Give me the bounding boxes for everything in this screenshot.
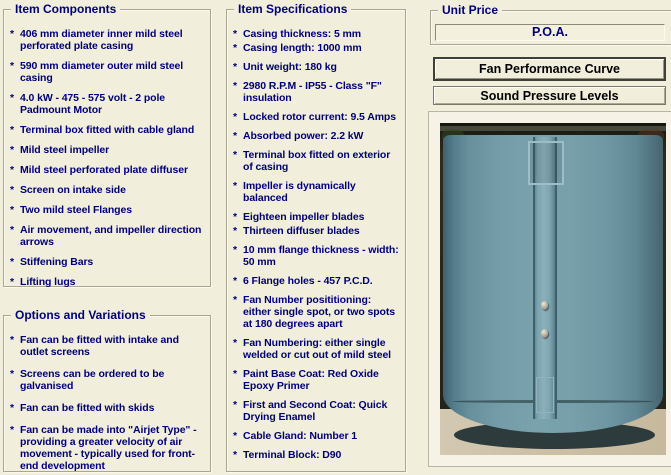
list-item-text: 406 mm diameter inner mild steel perforated plate casing bbox=[20, 28, 183, 52]
list-item bbox=[233, 42, 401, 54]
list-item-text: Fan Number posititioning: either single spot, or two spots at 180 degrees apart bbox=[243, 294, 395, 330]
list-item bbox=[233, 337, 401, 361]
list-item bbox=[233, 449, 401, 461]
list-item-text: Terminal Block: D90 bbox=[243, 449, 342, 461]
bullet-asterisk-icon: * bbox=[10, 424, 14, 436]
list-item bbox=[10, 276, 206, 288]
list-item-text: Fan Numbering: either single welded or cut out of mild steel bbox=[243, 337, 391, 361]
item-components-title: Item Components bbox=[11, 2, 120, 16]
list-item bbox=[233, 149, 401, 173]
rivet-icon bbox=[541, 329, 548, 338]
list-item bbox=[233, 275, 401, 287]
bullet-asterisk-icon: * bbox=[233, 61, 237, 73]
options-and-variations-title: Options and Variations bbox=[11, 308, 150, 322]
list-item-text: Mild steel impeller bbox=[20, 144, 110, 156]
bullet-asterisk-icon: * bbox=[233, 211, 237, 223]
bullet-asterisk-icon: * bbox=[233, 80, 237, 92]
list-item bbox=[10, 184, 206, 196]
bullet-asterisk-icon: * bbox=[233, 111, 237, 123]
list-item bbox=[233, 368, 401, 392]
list-item-text: Cable Gland: Number 1 bbox=[243, 430, 358, 442]
list-item-text: Thirteen diffuser blades bbox=[243, 225, 360, 237]
fan-cylinder bbox=[443, 135, 663, 433]
bullet-asterisk-icon: * bbox=[233, 337, 237, 349]
bullet-asterisk-icon: * bbox=[233, 28, 237, 40]
unit-price-title: Unit Price bbox=[438, 3, 502, 17]
list-item-text: Impeller is dynamically balanced bbox=[243, 180, 356, 204]
bullet-asterisk-icon: * bbox=[10, 124, 14, 136]
list-item bbox=[233, 80, 401, 104]
list-item bbox=[233, 244, 401, 268]
list-item-text: Fan can be fitted with skids bbox=[20, 402, 155, 414]
list-item bbox=[10, 92, 206, 116]
list-item-text: Screen on intake side bbox=[20, 184, 126, 196]
list-item-text: Terminal box fitted with cable gland bbox=[20, 124, 195, 136]
list-item bbox=[10, 256, 206, 268]
options-and-variations-group bbox=[3, 308, 211, 472]
list-item bbox=[10, 164, 206, 176]
bullet-asterisk-icon: * bbox=[233, 42, 237, 54]
list-item bbox=[10, 368, 206, 392]
list-item-text: 6 Flange holes - 457 P.C.D. bbox=[243, 275, 373, 287]
list-item bbox=[233, 111, 401, 123]
list-item-text: Unit weight: 180 kg bbox=[243, 61, 337, 73]
bullet-asterisk-icon: * bbox=[233, 180, 237, 192]
list-item-text: Air movement, and impeller direction arrows bbox=[20, 224, 202, 248]
list-item-text: Screens can be ordered to be galvanised bbox=[20, 368, 165, 392]
bullet-asterisk-icon: * bbox=[233, 368, 237, 380]
list-item bbox=[10, 402, 206, 414]
list-item-text: Fan can be fitted with intake and outlet screens bbox=[20, 334, 179, 358]
list-item bbox=[10, 224, 206, 248]
sound-pressure-levels-button[interactable]: Sound Pressure Levels bbox=[433, 86, 666, 105]
list-item-text: Terminal box fitted on exterior of casing bbox=[243, 149, 391, 173]
list-item bbox=[233, 294, 401, 330]
list-item-text: First and Second Coat: Quick Drying Enamel bbox=[243, 399, 388, 423]
product-photo-frame bbox=[428, 111, 671, 467]
list-item bbox=[233, 211, 401, 223]
list-item-text: Mild steel perforated plate diffuser bbox=[20, 164, 188, 176]
bullet-asterisk-icon: * bbox=[233, 225, 237, 237]
list-item-text: Stiffening Bars bbox=[20, 256, 94, 268]
bullet-asterisk-icon: * bbox=[233, 130, 237, 142]
list-item bbox=[233, 225, 401, 237]
bullet-asterisk-icon: * bbox=[10, 164, 14, 176]
bullet-asterisk-icon: * bbox=[10, 334, 14, 346]
list-item-text: Absorbed power: 2.2 kW bbox=[243, 130, 364, 142]
bullet-asterisk-icon: * bbox=[10, 276, 14, 288]
list-item bbox=[10, 28, 206, 52]
channel-bottom-bracket bbox=[536, 377, 554, 413]
bullet-asterisk-icon: * bbox=[10, 28, 14, 40]
rivet-icon bbox=[541, 301, 548, 310]
list-item-text: Paint Base Coat: Red Oxide Epoxy Primer bbox=[243, 368, 379, 392]
list-item bbox=[233, 430, 401, 442]
item-specifications-group bbox=[226, 2, 406, 472]
bullet-asterisk-icon: * bbox=[10, 368, 14, 380]
bullet-asterisk-icon: * bbox=[10, 204, 14, 216]
bullet-asterisk-icon: * bbox=[10, 224, 14, 236]
list-item bbox=[233, 130, 401, 142]
item-specifications-title: Item Specifications bbox=[234, 2, 351, 16]
list-item bbox=[233, 61, 401, 73]
list-item bbox=[10, 424, 206, 472]
bullet-asterisk-icon: * bbox=[10, 60, 14, 72]
channel-top-bracket bbox=[528, 141, 564, 185]
item-specifications-list bbox=[233, 28, 401, 461]
fan-performance-curve-button[interactable]: Fan Performance Curve bbox=[433, 57, 666, 81]
list-item-text: Casing thickness: 5 mm bbox=[243, 28, 362, 40]
background-beam bbox=[440, 126, 666, 131]
bullet-asterisk-icon: * bbox=[10, 144, 14, 156]
bullet-asterisk-icon: * bbox=[233, 275, 237, 287]
bullet-asterisk-icon: * bbox=[10, 184, 14, 196]
list-item-text: 4.0 kW - 475 - 575 volt - 2 pole Padmount Motor bbox=[20, 92, 166, 116]
list-item bbox=[10, 124, 206, 136]
list-item-text: Casing length: 1000 mm bbox=[243, 42, 362, 54]
list-item bbox=[10, 334, 206, 358]
list-item-text: Two mild steel Flanges bbox=[20, 204, 132, 216]
list-item-text: Fan can be made into "Airjet Type" - providing a greater velocity of air movement - typically used for front-end development bbox=[20, 424, 197, 472]
options-and-variations-list bbox=[10, 334, 206, 472]
list-item-text: Lifting lugs bbox=[20, 276, 76, 288]
item-components-group bbox=[3, 2, 211, 288]
list-item-text: Eighteen impeller blades bbox=[243, 211, 365, 223]
bullet-asterisk-icon: * bbox=[233, 294, 237, 306]
bullet-asterisk-icon: * bbox=[233, 399, 237, 411]
unit-price-field[interactable]: P.O.A. bbox=[435, 24, 665, 41]
list-item-text: 590 mm diameter outer mild steel casing bbox=[20, 60, 184, 84]
bullet-asterisk-icon: * bbox=[233, 149, 237, 161]
list-item bbox=[10, 60, 206, 84]
bullet-asterisk-icon: * bbox=[10, 402, 14, 414]
bullet-asterisk-icon: * bbox=[233, 244, 237, 256]
bullet-asterisk-icon: * bbox=[233, 449, 237, 461]
product-photo bbox=[440, 123, 666, 455]
bullet-asterisk-icon: * bbox=[10, 256, 14, 268]
list-item-text: Locked rotor current: 9.5 Amps bbox=[243, 111, 396, 123]
list-item bbox=[233, 180, 401, 204]
stiffening-channel bbox=[533, 137, 557, 419]
list-item-text: 2980 R.P.M - IP55 - Class "F" insulation bbox=[243, 80, 382, 104]
unit-price-group bbox=[430, 3, 671, 45]
list-item bbox=[10, 204, 206, 216]
item-components-list bbox=[10, 28, 206, 288]
bullet-asterisk-icon: * bbox=[233, 430, 237, 442]
list-item bbox=[233, 399, 401, 423]
list-item-text: 10 mm flange thickness - width: 50 mm bbox=[243, 244, 399, 268]
bullet-asterisk-icon: * bbox=[10, 92, 14, 104]
list-item bbox=[233, 28, 401, 40]
list-item bbox=[10, 144, 206, 156]
